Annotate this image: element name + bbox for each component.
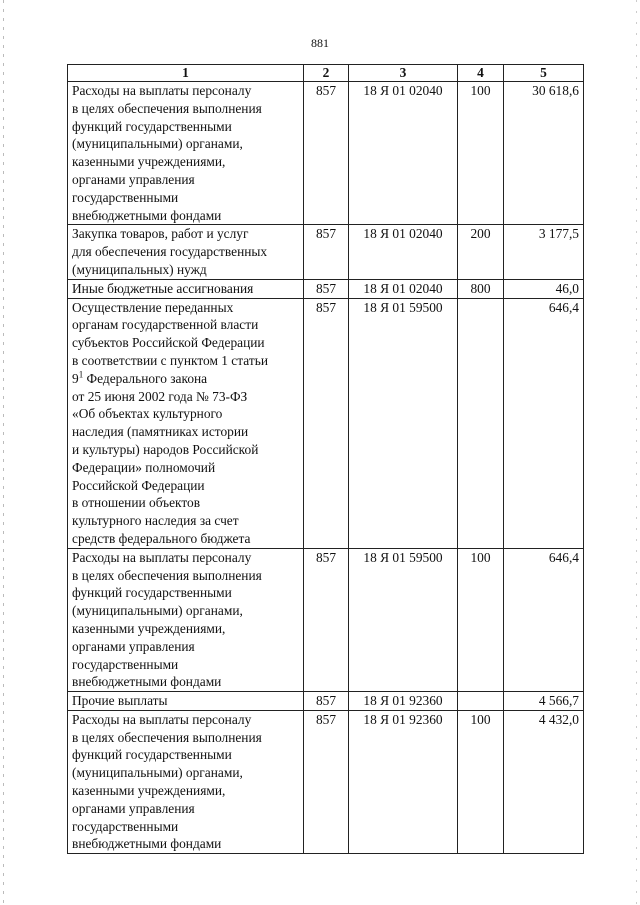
row-vr — [458, 298, 504, 548]
row-ministry: 857 — [304, 82, 349, 225]
row-ministry: 857 — [304, 548, 349, 691]
row-target: 18 Я 01 59500 — [349, 298, 458, 548]
row-name: Расходы на выплаты персоналу в целях обеспечения выполнения функций государственными (муниципальными) органами, казенными учреждениями, органами управления государственными внебюджетными фондами — [68, 548, 304, 691]
header-col-3: 3 — [349, 65, 458, 82]
table-row — [68, 710, 584, 853]
row-target: 18 Я 01 59500 — [349, 548, 458, 691]
row-name: Расходы на выплаты персоналу в целях обеспечения выполнения функций государственными (муниципальными) органами, казенными учреждениями, органами управления государственными внебюджетными фондами — [68, 82, 304, 225]
row-target: 18 Я 01 02040 — [349, 82, 458, 225]
row-name: Иные бюджетные ассигнования — [68, 279, 304, 298]
row-target: 18 Я 01 02040 — [349, 279, 458, 298]
row-vr: 200 — [458, 225, 504, 279]
header-col-4: 4 — [458, 65, 504, 82]
row-vr: 100 — [458, 710, 504, 853]
row-ministry: 857 — [304, 298, 349, 548]
row-target: 18 Я 01 02040 — [349, 225, 458, 279]
row-ministry: 857 — [304, 692, 349, 711]
table-row — [68, 298, 584, 548]
row-target: 18 Я 01 92360 — [349, 710, 458, 853]
row-ministry: 857 — [304, 279, 349, 298]
row-amount: 646,4 — [504, 298, 584, 548]
row-name — [68, 298, 304, 548]
row-name: Прочие выплаты — [68, 692, 304, 711]
row-amount: 646,4 — [504, 548, 584, 691]
row-vr: 100 — [458, 548, 504, 691]
table-header-row — [68, 65, 584, 82]
row-vr: 800 — [458, 279, 504, 298]
row-vr: 100 — [458, 82, 504, 225]
scan-edge-right — [636, 0, 637, 905]
header-col-2: 2 — [304, 65, 349, 82]
row-name: Закупка товаров, работ и услуг для обеспечения государственных (муниципальных) нужд — [68, 225, 304, 279]
table-row — [68, 82, 584, 225]
row-target: 18 Я 01 92360 — [349, 692, 458, 711]
row-ministry: 857 — [304, 710, 349, 853]
row-amount: 4 566,7 — [504, 692, 584, 711]
row-name-part-2: Федерального закона от 25 июня 2002 года № 73-ФЗ «Об объектах культурного наследия (памятниках истории и культуры) народов Российской Федерации» полномочий Российской Федерации в отношении объектов культурного наследия за счет средств федерального бюджета — [72, 370, 259, 546]
table-row — [68, 548, 584, 691]
header-col-5: 5 — [504, 65, 584, 82]
row-ministry: 857 — [304, 225, 349, 279]
scan-edge-left — [3, 0, 4, 905]
row-amount: 30 618,6 — [504, 82, 584, 225]
row-amount: 4 432,0 — [504, 710, 584, 853]
row-amount: 46,0 — [504, 279, 584, 298]
budget-table — [67, 64, 584, 854]
header-col-1: 1 — [68, 65, 304, 82]
table-row — [68, 225, 584, 279]
row-name-part-1: Осуществление переданных органам государственной власти субъектов Российской Федерации в соответствии с пунктом 1 статьи 9 — [72, 299, 268, 386]
row-name-superscript: 1 — [78, 369, 84, 380]
table-row — [68, 692, 584, 711]
row-vr — [458, 692, 504, 711]
table-row — [68, 279, 584, 298]
page-number: 881 — [311, 36, 329, 50]
row-name: Расходы на выплаты персоналу в целях обеспечения выполнения функций государственными (муниципальными) органами, казенными учреждениями, органами управления государственными внебюджетными фондами — [68, 710, 304, 853]
row-amount: 3 177,5 — [504, 225, 584, 279]
